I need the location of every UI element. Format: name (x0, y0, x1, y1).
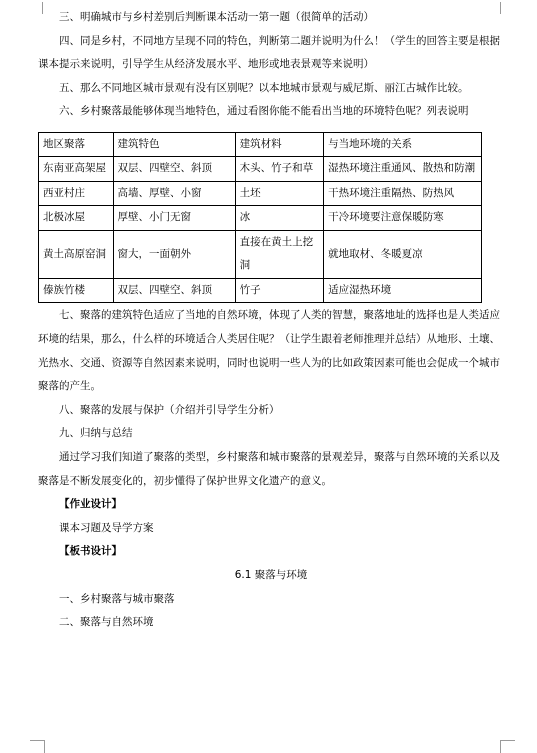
table-row (39, 230, 482, 278)
paragraph-step-5: 五、那么不同地区城市景观有没有区别呢？以本地城市景观与威尼斯、丽江古城作比较。 (59, 81, 469, 94)
table-header-cell: 建筑特色 (113, 132, 235, 157)
table-cell: 窗大，一面朝外 (113, 230, 235, 278)
table-cell: 干冷环境要注意保暖防寒 (324, 206, 482, 231)
table-header-cell: 地区聚落 (39, 132, 114, 157)
table-row (39, 206, 482, 231)
paragraph-step-6: 六、乡村聚落最能够体现当地特色，通过看图你能不能看出当地的环境特色呢？列表说明 (59, 105, 469, 118)
homework-content: 课本习题及导学方案 (59, 521, 154, 534)
paragraph-step-8: 八、聚落的发展与保护（介绍并引导学生分析） (59, 403, 280, 416)
table-header-row (39, 132, 482, 157)
table-cell: 竹子 (235, 278, 323, 303)
table-row (39, 157, 482, 182)
paragraph-summary: 通过学习我们知道了聚落的类型，乡村聚落和城市聚落的景观差异，聚落与自然环境的关系以及聚落是不断发展变化的，初步懂得了保护世界文化遗产的意义。 (38, 451, 500, 487)
table-cell: 东南亚高架屋 (39, 157, 114, 182)
page-corner-mark (30, 740, 45, 753)
paragraph-step-7: 七、聚落的建筑特色适应了当地的自然环境，体现了人类的智慧，聚落地址的选择也是人类适应环境的结果，那么，什么样的环境适合人类居住呢？（让学生跟着老师推理并总结）从地形、土壤、光热水、交通、资源等自然因素来说明，同时也说明一些人为的比如政策因素可能也会促成一个城市聚落的产生。 (38, 309, 500, 393)
table-cell: 双层、四壁空、斜顶 (113, 157, 235, 182)
board-item: 二、聚落与自然环境 (59, 616, 154, 629)
table-cell: 高墙、厚壁、小窗 (113, 181, 235, 206)
table-cell: 厚壁、小门无窗 (113, 206, 235, 231)
document-page (38, 6, 504, 635)
paragraph-step-4: 四、同是乡村，不同地方呈现不同的特色，判断第二题并说明为什么！（学生的回答主要是根据课本提示来说明，引导学生从经济发展水平、地形或地表景观等来说明） (38, 34, 500, 71)
table-cell: 黄土高原窑洞 (39, 230, 114, 278)
table-cell: 就地取材、冬暖夏凉 (324, 230, 482, 278)
board-item: 一、乡村聚落与城市聚落 (59, 592, 175, 605)
table-cell: 干热环境注重隔热、防热风 (324, 181, 482, 206)
table-cell: 冰 (235, 206, 323, 231)
table-header-cell: 建筑材料 (235, 132, 323, 157)
homework-heading: 【作业设计】 (59, 498, 122, 511)
table-header-cell: 与当地环境的关系 (324, 132, 482, 157)
table-cell: 西亚村庄 (39, 181, 114, 206)
paragraph-step-3: 三、明确城市与乡村差别后判断课本活动一第一题（很简单的活动） (59, 11, 374, 23)
table-cell: 土坯 (235, 181, 323, 206)
table-cell: 北极冰屋 (39, 206, 114, 231)
table-row (39, 278, 482, 303)
page-corner-mark (500, 740, 515, 753)
table-cell: 直接在黄土上挖洞 (235, 230, 323, 278)
paragraph-step-9: 九、归纳与总结 (59, 427, 133, 440)
settlement-table (38, 132, 482, 304)
board-heading: 【板书设计】 (59, 545, 122, 558)
table-row (39, 181, 482, 206)
board-title: 6.1 聚落与环境 (234, 569, 308, 581)
table-cell: 木头、竹子和草 (235, 157, 323, 182)
table-cell: 双层、四壁空、斜顶 (113, 278, 235, 303)
table-cell: 傣族竹楼 (39, 278, 114, 303)
table-cell: 适应湿热环境 (324, 278, 482, 303)
table-cell: 湿热环境注重通风、散热和防潮 (324, 157, 482, 182)
